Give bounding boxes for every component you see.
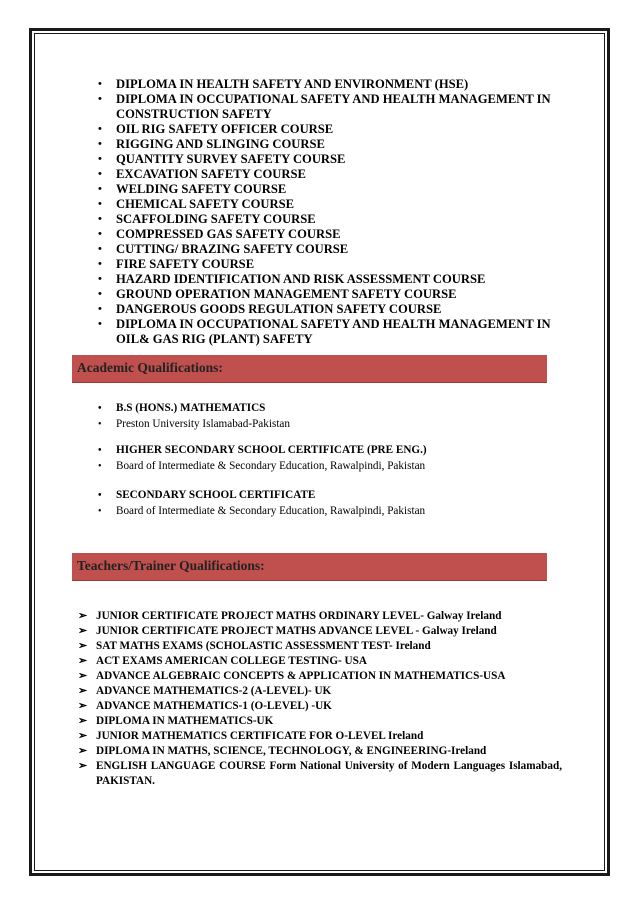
arrow-bullet-icon: ➢ — [78, 625, 88, 637]
bullet-dot-icon: • — [98, 213, 102, 225]
list-item: • RIGGING AND SLINGING COURSE — [98, 137, 325, 151]
list-item: ➢ ADVANCE ALGEBRAIC CONCEPTS & APPLICATION IN MATHEMATICS-USA — [78, 670, 506, 682]
list-item: • EXCAVATION SAFETY COURSE — [98, 167, 306, 181]
arrow-bullet-icon: ➢ — [78, 640, 88, 652]
bullet-dot-icon: • — [98, 123, 102, 135]
trainer-qualifications-heading — [72, 553, 547, 581]
degree-title: • SECONDARY SCHOOL CERTIFICATE — [97, 488, 557, 504]
degree-title: • B.S (HONS.) MATHEMATICS — [97, 401, 557, 417]
list-item: ➢ JUNIOR CERTIFICATE PROJECT MATHS ORDINARY LEVEL- Galway Ireland — [78, 610, 502, 622]
list-item: • COMPRESSED GAS SAFETY COURSE — [98, 227, 341, 241]
list-item: • GROUND OPERATION MANAGEMENT SAFETY COURSE — [98, 287, 457, 301]
arrow-bullet-icon: ➢ — [78, 700, 88, 712]
academic-item-bs — [97, 401, 557, 432]
list-item: ➢ SAT MATHS EXAMS (SCHOLASTIC ASSESSMENT TEST- Ireland — [78, 640, 431, 652]
arrow-bullet-icon: ➢ — [78, 760, 88, 772]
institution-name: • Board of Intermediate & Secondary Education, Rawalpindi, Pakistan — [97, 504, 557, 520]
list-item: • OIL RIG SAFETY OFFICER COURSE — [98, 122, 334, 136]
list-item: • DIPLOMA IN OCCUPATIONAL SAFETY AND HEALTH MANAGEMENT IN CONSTRUCTION SAFETY — [98, 92, 551, 121]
bullet-dot-icon: • — [98, 183, 102, 195]
list-item: ➢ ACT EXAMS AMERICAN COLLEGE TESTING- USA — [78, 655, 367, 667]
arrow-bullet-icon: ➢ — [78, 610, 88, 622]
bullet-dot-icon: • — [98, 273, 102, 285]
list-item: • CHEMICAL SAFETY COURSE — [98, 197, 294, 211]
list-item: • QUANTITY SURVEY SAFETY COURSE — [98, 152, 346, 166]
list-item: ➢ DIPLOMA IN MATHS, SCIENCE, TECHNOLOGY, & ENGINEERING-Ireland — [78, 745, 487, 757]
arrow-bullet-icon: ➢ — [78, 685, 88, 697]
bullet-dot-icon: • — [98, 288, 102, 300]
list-item: • CUTTING/ BRAZING SAFETY COURSE — [98, 242, 349, 256]
list-item: ➢ JUNIOR CERTIFICATE PROJECT MATHS ADVANCE LEVEL - Galway Ireland — [78, 625, 497, 637]
list-item: ➢ JUNIOR MATHEMATICS CERTIFICATE FOR O-LEVEL Ireland — [78, 730, 424, 742]
trainer-qualification-list — [78, 609, 562, 789]
list-item: • DIPLOMA IN HEALTH SAFETY AND ENVIRONMENT (HSE) — [98, 77, 469, 91]
bullet-dot-icon: • — [98, 78, 102, 90]
arrow-bullet-icon: ➢ — [78, 730, 88, 742]
academic-item-hssc — [97, 443, 557, 474]
bullet-dot-icon: • — [98, 228, 102, 240]
arrow-bullet-icon: ➢ — [78, 745, 88, 757]
list-item: • DANGEROUS GOODS REGULATION SAFETY COURSE — [98, 302, 442, 316]
list-item: • DIPLOMA IN OCCUPATIONAL SAFETY AND HEALTH MANAGEMENT IN OIL& GAS RIG (PLANT) SAFETY — [98, 317, 551, 346]
list-item: • SCAFFOLDING SAFETY COURSE — [98, 212, 316, 226]
bullet-dot-icon: • — [98, 138, 102, 150]
bullet-dot-icon: • — [98, 418, 102, 430]
bullet-dot-icon: • — [98, 460, 102, 472]
list-item: ➢ ADVANCE MATHEMATICS-2 (A-LEVEL)- UK — [78, 685, 332, 697]
bullet-dot-icon: • — [98, 168, 102, 180]
bullet-dot-icon: • — [98, 258, 102, 270]
bullet-dot-icon: • — [98, 303, 102, 315]
institution-name: • Preston University Islamabad-Pakistan — [97, 417, 557, 433]
list-item: ➢ ADVANCE MATHEMATICS-1 (O-LEVEL) -UK — [78, 700, 332, 712]
bullet-dot-icon: • — [98, 445, 102, 456]
list-item: ➢ DIPLOMA IN MATHEMATICS-UK — [78, 715, 274, 727]
institution-name: • Board of Intermediate & Secondary Education, Rawalpindi, Pakistan — [97, 459, 557, 475]
arrow-bullet-icon: ➢ — [78, 655, 88, 667]
list-item: • WELDING SAFETY COURSE — [98, 182, 287, 196]
degree-title: • HIGHER SECONDARY SCHOOL CERTIFICATE (PRE ENG.) — [97, 443, 557, 459]
safety-course-list — [97, 77, 557, 347]
section-heading-text: Academic Qualifications: — [77, 360, 223, 375]
bullet-dot-icon: • — [98, 243, 102, 255]
arrow-bullet-icon: ➢ — [78, 670, 88, 682]
bullet-dot-icon: • — [98, 505, 102, 517]
bullet-dot-icon: • — [98, 490, 102, 501]
arrow-bullet-icon: ➢ — [78, 715, 88, 727]
bullet-dot-icon: • — [98, 153, 102, 165]
academic-qualifications-heading — [72, 355, 547, 383]
academic-item-ssc — [97, 488, 557, 519]
list-item: ➢ ENGLISH LANGUAGE COURSE Form National University of Modern Languages Islamabad, PAKISTAN. — [78, 760, 562, 787]
bullet-dot-icon: • — [98, 403, 102, 414]
list-item: • HAZARD IDENTIFICATION AND RISK ASSESSMENT COURSE — [98, 272, 486, 286]
bullet-dot-icon: • — [98, 198, 102, 210]
bullet-dot-icon: • — [98, 318, 102, 330]
section-heading-text: Teachers/Trainer Qualifications: — [77, 558, 265, 573]
list-item: • FIRE SAFETY COURSE — [98, 257, 255, 271]
bullet-dot-icon: • — [98, 93, 102, 105]
